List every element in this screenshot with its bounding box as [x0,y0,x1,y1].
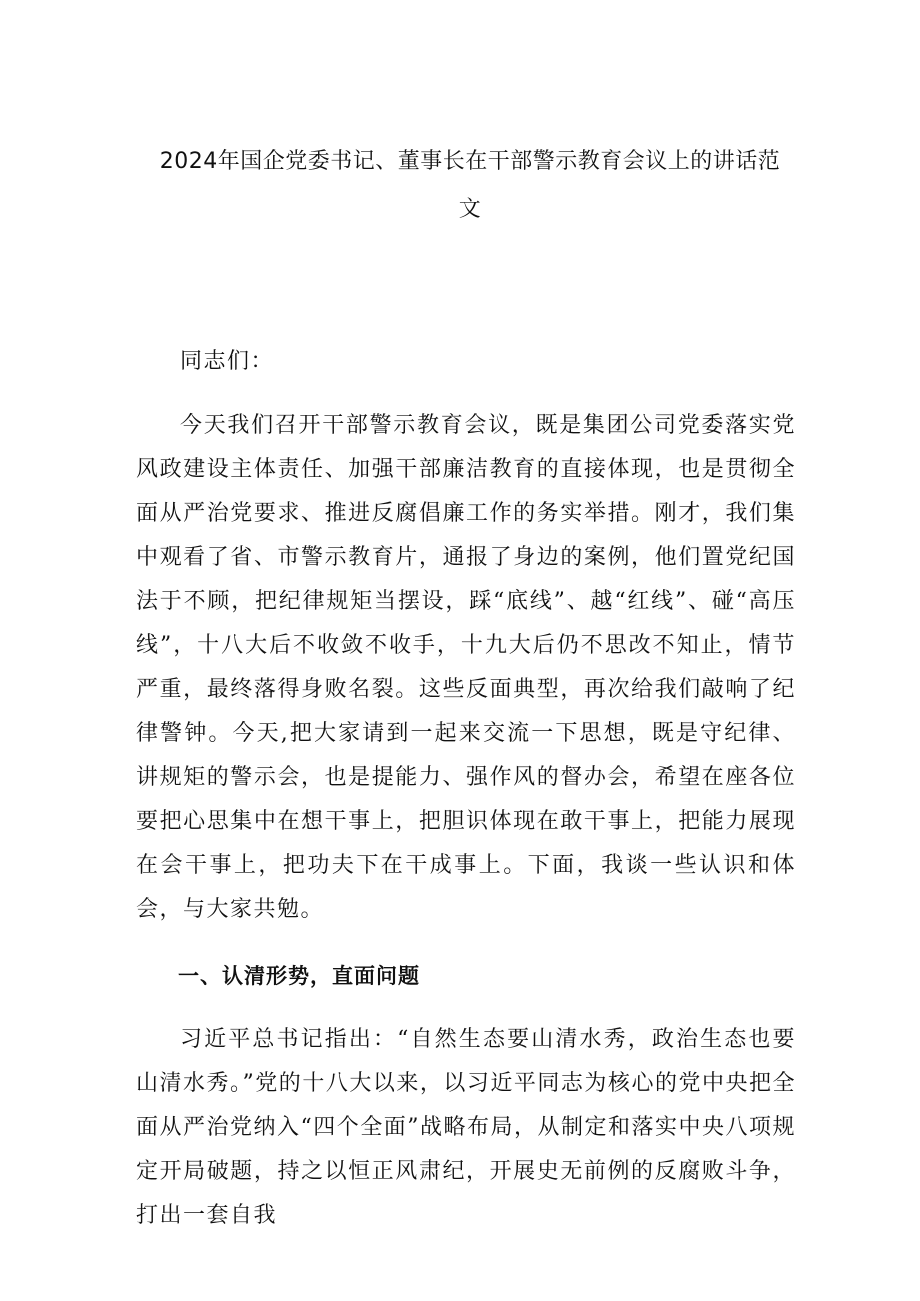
section-paragraph: 习近平总书记指出：“自然生态要山清水秀，政治生态也要山清水秀。”党的十八大以来，以习近平同志为核心的党中央把全面从严治党纳入“四个全面”战略布局，从制定和落实中央八项规定开局破题，持之以恒正风肃纪，开展史无前例的反腐败斗争，打出一套自我 [136,1027,796,1228]
section-heading: 一、认清形势，直面问题 [178,964,420,988]
greeting: 同志们： [180,349,275,374]
document-body [136,340,796,1260]
document-title: 2024年国企党委书记、董事长在干部警示教育会议上的讲话范文 [159,149,781,222]
body-paragraph: 今天我们召开干部警示教育会议，既是集团公司党委落实党风政建设主体责任、加强干部廉洁教育的直接体现，也是贯彻全面从严治党要求、推进反腐倡廉工作的务实举措。刚才，我们集中观看了省、市警示教育片，通报了身边的案例，他们置党纪国法于不顾，把纪律规矩当摆设，踩“底线”、越“红线”、碰“高压线”，十八大后不收敛不收手，十九大后仍不思改不知止，情节严重，最终落得身败名裂。这些反面典型，再次给我们敲响了纪律警钟。今天,把大家请到一起来交流一下思想，既是守纪律、讲规矩的警示会，也是提能力、强作风的督办会，希望在座各位要把心思集中在想干事上，把胆识体现在敢干事上，把能力展现在会干事上，把功夫下在干成事上。下面，我谈一些认识和体会，与大家共勉。 [136,413,796,922]
